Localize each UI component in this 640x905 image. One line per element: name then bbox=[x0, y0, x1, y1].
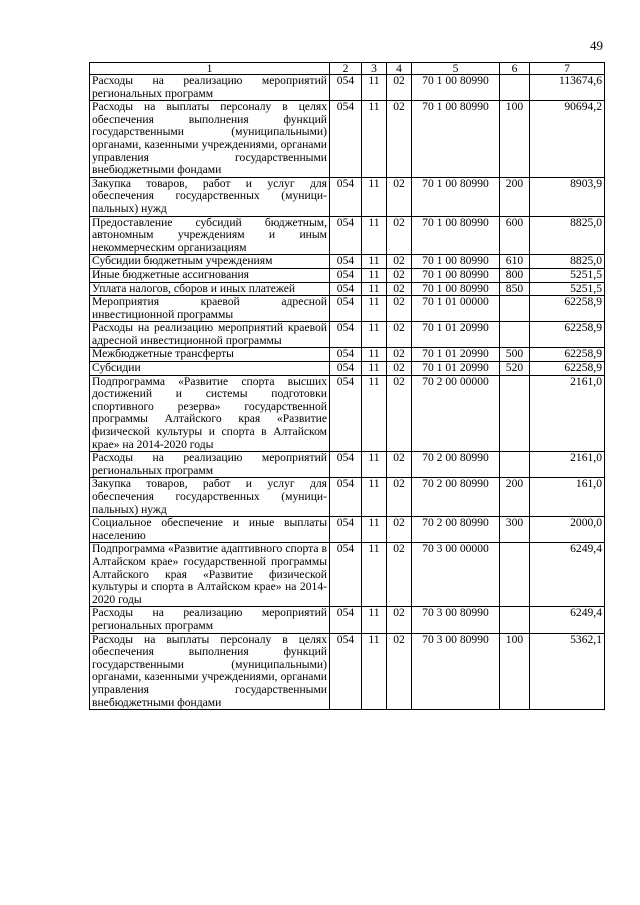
grbs-code-cell: 054 bbox=[330, 282, 362, 296]
amount-cell: 113674,6 bbox=[530, 75, 605, 101]
table-row bbox=[90, 255, 605, 269]
expense-type-cell: 800 bbox=[500, 268, 530, 282]
budget-table bbox=[89, 62, 605, 710]
target-article-cell: 70 2 00 80990 bbox=[412, 517, 500, 543]
expense-type-cell: 520 bbox=[500, 362, 530, 376]
table-header-row bbox=[90, 63, 605, 75]
section-code-cell: 11 bbox=[362, 452, 387, 478]
section-code-cell: 11 bbox=[362, 375, 387, 452]
target-article-cell: 70 2 00 80990 bbox=[412, 478, 500, 517]
table-row bbox=[90, 75, 605, 101]
subsection-code-cell: 02 bbox=[387, 282, 412, 296]
expense-name-cell: Мероприятия краевой адресной инвестиционной программы bbox=[90, 296, 330, 322]
expense-name-cell: Расходы на выплаты персоналу в целях обеспечения выполнения функций государственными (муниципальными) органами, казенными учреждениями, органами управления государственными внебюджетными фондами bbox=[90, 101, 330, 178]
subsection-code-cell: 02 bbox=[387, 633, 412, 710]
table-row bbox=[90, 633, 605, 710]
expense-name-cell: Предоставление субсидий бюджетным, автономным учреждениям и иным некоммерческим организациям bbox=[90, 216, 330, 255]
section-code-cell: 11 bbox=[362, 478, 387, 517]
amount-cell: 6249,4 bbox=[530, 607, 605, 633]
target-article-cell: 70 1 01 20990 bbox=[412, 348, 500, 362]
expense-name-cell: Подпрограмма «Развитие адаптивного спорта в Алтайском крае» государственной программы Алтайского края «Развитие физической культуры и спорта в Алтайском крае» на 2014-2020 годы bbox=[90, 543, 330, 607]
table-row bbox=[90, 216, 605, 255]
amount-cell: 2161,0 bbox=[530, 452, 605, 478]
expense-name-cell: Расходы на реализацию мероприятий региональных программ bbox=[90, 607, 330, 633]
subsection-code-cell: 02 bbox=[387, 75, 412, 101]
grbs-code-cell: 054 bbox=[330, 633, 362, 710]
expense-name-cell: Уплата налогов, сборов и иных платежей bbox=[90, 282, 330, 296]
expense-name-cell: Закупка товаров, работ и услуг для обеспечения государственных (муниципальных) нужд bbox=[90, 478, 330, 517]
table-row bbox=[90, 268, 605, 282]
subsection-code-cell: 02 bbox=[387, 177, 412, 216]
header-cell: 3 bbox=[362, 63, 387, 75]
expense-name-cell: Иные бюджетные ассигнования bbox=[90, 268, 330, 282]
subsection-code-cell: 02 bbox=[387, 362, 412, 376]
amount-cell: 8825,0 bbox=[530, 255, 605, 269]
expense-name-cell: Межбюджетные трансферты bbox=[90, 348, 330, 362]
section-code-cell: 11 bbox=[362, 177, 387, 216]
amount-cell: 62258,9 bbox=[530, 362, 605, 376]
expense-name-cell: Подпрограмма «Развитие спорта высших достижений и системы подготовки спортивного резерва» государственной программы Алтайского края «Развитие физической культуры и спорта в Алтайском крае» на 2014-2020 годы bbox=[90, 375, 330, 452]
header-cell: 1 bbox=[90, 63, 330, 75]
amount-cell: 8903,9 bbox=[530, 177, 605, 216]
amount-cell: 62258,9 bbox=[530, 296, 605, 322]
grbs-code-cell: 054 bbox=[330, 375, 362, 452]
subsection-code-cell: 02 bbox=[387, 543, 412, 607]
subsection-code-cell: 02 bbox=[387, 322, 412, 348]
target-article-cell: 70 2 00 80990 bbox=[412, 452, 500, 478]
target-article-cell: 70 2 00 00000 bbox=[412, 375, 500, 452]
grbs-code-cell: 054 bbox=[330, 216, 362, 255]
expense-type-cell: 100 bbox=[500, 633, 530, 710]
table-row bbox=[90, 478, 605, 517]
subsection-code-cell: 02 bbox=[387, 375, 412, 452]
amount-cell: 62258,9 bbox=[530, 348, 605, 362]
expense-type-cell: 610 bbox=[500, 255, 530, 269]
table-body bbox=[90, 75, 605, 710]
grbs-code-cell: 054 bbox=[330, 322, 362, 348]
table-row bbox=[90, 296, 605, 322]
header-cell: 4 bbox=[387, 63, 412, 75]
grbs-code-cell: 054 bbox=[330, 268, 362, 282]
target-article-cell: 70 1 01 20990 bbox=[412, 322, 500, 348]
grbs-code-cell: 054 bbox=[330, 452, 362, 478]
grbs-code-cell: 054 bbox=[330, 101, 362, 178]
amount-cell: 90694,2 bbox=[530, 101, 605, 178]
target-article-cell: 70 1 01 00000 bbox=[412, 296, 500, 322]
table-row bbox=[90, 543, 605, 607]
target-article-cell: 70 3 00 00000 bbox=[412, 543, 500, 607]
expense-name-cell: Расходы на реализацию мероприятий краевой адресной инвестиционной программы bbox=[90, 322, 330, 348]
header-cell: 6 bbox=[500, 63, 530, 75]
grbs-code-cell: 054 bbox=[330, 255, 362, 269]
header-cell: 5 bbox=[412, 63, 500, 75]
subsection-code-cell: 02 bbox=[387, 348, 412, 362]
grbs-code-cell: 054 bbox=[330, 478, 362, 517]
target-article-cell: 70 1 01 20990 bbox=[412, 362, 500, 376]
grbs-code-cell: 054 bbox=[330, 348, 362, 362]
expense-name-cell: Расходы на выплаты персоналу в целях обеспечения выполнения функций государственными (муниципальными) органами, казенными учреждениями, органами управления государственными внебюджетными фондами bbox=[90, 633, 330, 710]
subsection-code-cell: 02 bbox=[387, 216, 412, 255]
expense-type-cell bbox=[500, 322, 530, 348]
grbs-code-cell: 054 bbox=[330, 177, 362, 216]
subsection-code-cell: 02 bbox=[387, 452, 412, 478]
expense-type-cell bbox=[500, 452, 530, 478]
table-row bbox=[90, 282, 605, 296]
target-article-cell: 70 1 00 80990 bbox=[412, 75, 500, 101]
section-code-cell: 11 bbox=[362, 101, 387, 178]
amount-cell: 2161,0 bbox=[530, 375, 605, 452]
section-code-cell: 11 bbox=[362, 282, 387, 296]
grbs-code-cell: 054 bbox=[330, 362, 362, 376]
expense-type-cell bbox=[500, 607, 530, 633]
section-code-cell: 11 bbox=[362, 216, 387, 255]
expense-name-cell: Субсидии bbox=[90, 362, 330, 376]
page-number: 49 bbox=[590, 38, 603, 53]
grbs-code-cell: 054 bbox=[330, 75, 362, 101]
expense-name-cell: Социальное обеспечение и иные выплаты населению bbox=[90, 517, 330, 543]
subsection-code-cell: 02 bbox=[387, 517, 412, 543]
subsection-code-cell: 02 bbox=[387, 101, 412, 178]
header-cell: 7 bbox=[530, 63, 605, 75]
table-row bbox=[90, 517, 605, 543]
amount-cell: 5251,5 bbox=[530, 268, 605, 282]
expense-type-cell bbox=[500, 543, 530, 607]
amount-cell: 5362,1 bbox=[530, 633, 605, 710]
target-article-cell: 70 1 00 80990 bbox=[412, 255, 500, 269]
amount-cell: 5251,5 bbox=[530, 282, 605, 296]
expense-type-cell: 300 bbox=[500, 517, 530, 543]
expense-type-cell bbox=[500, 296, 530, 322]
section-code-cell: 11 bbox=[362, 348, 387, 362]
section-code-cell: 11 bbox=[362, 633, 387, 710]
section-code-cell: 11 bbox=[362, 607, 387, 633]
expense-type-cell: 600 bbox=[500, 216, 530, 255]
target-article-cell: 70 1 00 80990 bbox=[412, 177, 500, 216]
section-code-cell: 11 bbox=[362, 268, 387, 282]
subsection-code-cell: 02 bbox=[387, 268, 412, 282]
table-row bbox=[90, 362, 605, 376]
target-article-cell: 70 1 00 80990 bbox=[412, 282, 500, 296]
target-article-cell: 70 1 00 80990 bbox=[412, 268, 500, 282]
expense-type-cell: 500 bbox=[500, 348, 530, 362]
subsection-code-cell: 02 bbox=[387, 296, 412, 322]
table-row bbox=[90, 322, 605, 348]
header-cell: 2 bbox=[330, 63, 362, 75]
expense-type-cell bbox=[500, 375, 530, 452]
amount-cell: 2000,0 bbox=[530, 517, 605, 543]
table-row bbox=[90, 101, 605, 178]
grbs-code-cell: 054 bbox=[330, 296, 362, 322]
section-code-cell: 11 bbox=[362, 517, 387, 543]
amount-cell: 6249,4 bbox=[530, 543, 605, 607]
subsection-code-cell: 02 bbox=[387, 255, 412, 269]
target-article-cell: 70 1 00 80990 bbox=[412, 101, 500, 178]
grbs-code-cell: 054 bbox=[330, 607, 362, 633]
section-code-cell: 11 bbox=[362, 255, 387, 269]
table-row bbox=[90, 607, 605, 633]
grbs-code-cell: 054 bbox=[330, 517, 362, 543]
grbs-code-cell: 054 bbox=[330, 543, 362, 607]
expense-name-cell: Субсидии бюджетным учреждениям bbox=[90, 255, 330, 269]
target-article-cell: 70 1 00 80990 bbox=[412, 216, 500, 255]
expense-name-cell: Расходы на реализацию мероприятий региональных программ bbox=[90, 452, 330, 478]
amount-cell: 161,0 bbox=[530, 478, 605, 517]
expense-type-cell bbox=[500, 75, 530, 101]
table-row bbox=[90, 452, 605, 478]
target-article-cell: 70 3 00 80990 bbox=[412, 633, 500, 710]
table-row bbox=[90, 177, 605, 216]
section-code-cell: 11 bbox=[362, 543, 387, 607]
section-code-cell: 11 bbox=[362, 362, 387, 376]
section-code-cell: 11 bbox=[362, 75, 387, 101]
subsection-code-cell: 02 bbox=[387, 478, 412, 517]
table-row bbox=[90, 375, 605, 452]
section-code-cell: 11 bbox=[362, 296, 387, 322]
subsection-code-cell: 02 bbox=[387, 607, 412, 633]
table-row bbox=[90, 348, 605, 362]
expense-name-cell: Закупка товаров, работ и услуг для обеспечения государственных (муниципальных) нужд bbox=[90, 177, 330, 216]
expense-type-cell: 200 bbox=[500, 177, 530, 216]
expense-type-cell: 200 bbox=[500, 478, 530, 517]
expense-type-cell: 850 bbox=[500, 282, 530, 296]
amount-cell: 8825,0 bbox=[530, 216, 605, 255]
section-code-cell: 11 bbox=[362, 322, 387, 348]
expense-name-cell: Расходы на реализацию мероприятий региональных программ bbox=[90, 75, 330, 101]
expense-type-cell: 100 bbox=[500, 101, 530, 178]
amount-cell: 62258,9 bbox=[530, 322, 605, 348]
target-article-cell: 70 3 00 80990 bbox=[412, 607, 500, 633]
